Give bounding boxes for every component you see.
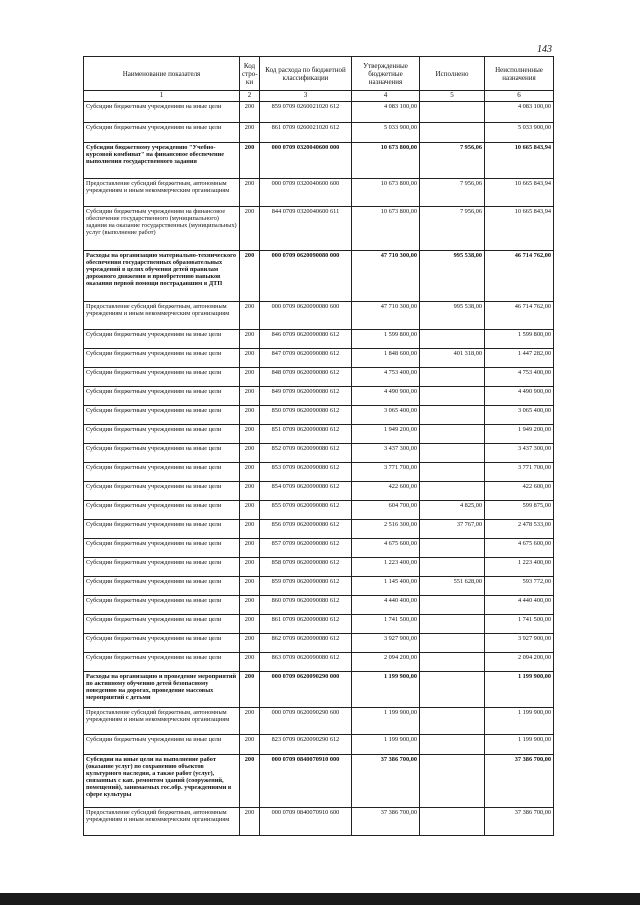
table-row	[84, 143, 554, 179]
row-line-code: 200	[240, 302, 260, 330]
table-row	[84, 520, 554, 539]
row-line-code: 200	[240, 539, 260, 558]
row-name: Предоставление субсидий бюджетным, автономным учреждениям и иным некоммерческим организациям	[84, 179, 240, 207]
row-line-code: 200	[240, 577, 260, 596]
row-budget-code: 855 0709 0620090080 612	[260, 501, 352, 520]
row-approved: 4 490 900,00	[352, 387, 420, 406]
row-budget-code: 846 0709 0620090080 612	[260, 330, 352, 349]
row-unexecuted: 1 199 900,00	[485, 672, 554, 708]
row-approved: 1 199 900,00	[352, 708, 420, 735]
row-budget-code: 856 0709 0620090080 612	[260, 520, 352, 539]
row-unexecuted: 1 949 200,00	[485, 425, 554, 444]
row-approved: 1 145 400,00	[352, 577, 420, 596]
row-executed	[420, 463, 485, 482]
row-unexecuted: 3 771 700,00	[485, 463, 554, 482]
row-budget-code: 000 0709 0320040600 000	[260, 143, 352, 179]
row-executed: 401 318,00	[420, 349, 485, 368]
row-unexecuted: 2 094 200,00	[485, 653, 554, 672]
row-unexecuted: 10 665 843,94	[485, 179, 554, 207]
table-row	[84, 808, 554, 836]
row-approved: 3 771 700,00	[352, 463, 420, 482]
row-approved: 3 065 400,00	[352, 406, 420, 425]
row-name: Субсидии бюджетным учреждениям на иные цели	[84, 735, 240, 755]
column-numbers-row	[84, 91, 554, 102]
row-unexecuted: 1 741 500,00	[485, 615, 554, 634]
row-unexecuted: 1 199 900,00	[485, 735, 554, 755]
row-budget-code: 000 0709 0620090290 600	[260, 708, 352, 735]
row-unexecuted: 4 440 400,00	[485, 596, 554, 615]
row-budget-code: 857 0709 0620090080 612	[260, 539, 352, 558]
row-budget-code: 858 0709 0620090080 612	[260, 558, 352, 577]
row-unexecuted: 10 665 843,94	[485, 143, 554, 179]
row-approved: 2 094 200,00	[352, 653, 420, 672]
row-name: Субсидии бюджетным учреждениям на иные цели	[84, 596, 240, 615]
row-unexecuted: 1 599 800,00	[485, 330, 554, 349]
row-executed	[420, 539, 485, 558]
row-executed	[420, 558, 485, 577]
budget-execution-table	[83, 56, 554, 836]
row-executed	[420, 672, 485, 708]
row-line-code: 200	[240, 425, 260, 444]
col-number: 2	[240, 91, 260, 102]
row-budget-code: 861 0709 0620090080 612	[260, 615, 352, 634]
row-name: Субсидии бюджетным учреждениям на иные цели	[84, 463, 240, 482]
table-row	[84, 179, 554, 207]
row-executed	[420, 387, 485, 406]
row-name: Расходы на организацию материально-технического обеспечения государственных образовательных учреждений в целях обучения детей правилам дорожного движения и приобретению навыков оказания первой помощи пострадавшим в ДТП	[84, 251, 240, 302]
row-unexecuted: 10 665 843,94	[485, 207, 554, 251]
table-row	[84, 207, 554, 251]
row-approved: 47 710 300,00	[352, 302, 420, 330]
table-row	[84, 463, 554, 482]
row-unexecuted: 1 199 900,00	[485, 708, 554, 735]
row-executed	[420, 808, 485, 836]
row-executed: 7 956,06	[420, 179, 485, 207]
row-executed: 4 825,00	[420, 501, 485, 520]
table-row	[84, 596, 554, 615]
row-line-code: 200	[240, 387, 260, 406]
row-budget-code: 823 0709 0620090290 612	[260, 735, 352, 755]
row-executed: 995 538,00	[420, 251, 485, 302]
row-approved: 10 673 800,00	[352, 143, 420, 179]
row-unexecuted: 599 875,00	[485, 501, 554, 520]
row-line-code: 200	[240, 123, 260, 143]
row-budget-code: 853 0709 0620090080 612	[260, 463, 352, 482]
row-budget-code: 847 0709 0620090080 612	[260, 349, 352, 368]
row-executed	[420, 444, 485, 463]
col-number: 1	[84, 91, 240, 102]
row-name: Субсидии бюджетным учреждениям на иные цели	[84, 558, 240, 577]
row-line-code: 200	[240, 615, 260, 634]
row-name: Предоставление субсидий бюджетным, автономным учреждениям и иным некоммерческим организациям	[84, 708, 240, 735]
header-row	[84, 57, 554, 91]
table-row	[84, 735, 554, 755]
row-name: Субсидии бюджетным учреждениям на иные цели	[84, 444, 240, 463]
row-budget-code: 000 0709 0840070910 000	[260, 755, 352, 808]
row-executed: 551 628,00	[420, 577, 485, 596]
row-approved: 47 710 300,00	[352, 251, 420, 302]
row-line-code: 200	[240, 444, 260, 463]
col-number: 3	[260, 91, 352, 102]
row-line-code: 200	[240, 520, 260, 539]
table-row	[84, 123, 554, 143]
row-name: Расходы на организацию и проведение мероприятий по активному обучению детей безопасному поведению на дорогах, проведение массовых мероприятий с детьми	[84, 672, 240, 708]
row-budget-code: 000 0709 0320040600 600	[260, 179, 352, 207]
row-budget-code: 860 0709 0620090080 612	[260, 596, 352, 615]
row-unexecuted: 1 447 282,00	[485, 349, 554, 368]
row-line-code: 200	[240, 463, 260, 482]
row-name: Субсидии бюджетным учреждениям на иные цели	[84, 330, 240, 349]
row-unexecuted: 4 675 600,00	[485, 539, 554, 558]
row-executed	[420, 755, 485, 808]
row-line-code: 200	[240, 330, 260, 349]
row-approved: 604 700,00	[352, 501, 420, 520]
table-row	[84, 672, 554, 708]
row-approved: 10 673 800,00	[352, 207, 420, 251]
col-number: 5	[420, 91, 485, 102]
row-approved: 422 600,00	[352, 482, 420, 501]
col-number: 6	[485, 91, 554, 102]
row-approved: 3 927 900,00	[352, 634, 420, 653]
row-budget-code: 859 0709 0620090080 612	[260, 577, 352, 596]
row-executed	[420, 735, 485, 755]
row-line-code: 200	[240, 207, 260, 251]
row-budget-code: 849 0709 0620090080 612	[260, 387, 352, 406]
table-row	[84, 482, 554, 501]
row-name: Предоставление субсидий бюджетным, автономным учреждениям и иным некоммерческим организациям	[84, 808, 240, 836]
row-approved: 37 386 700,00	[352, 755, 420, 808]
row-line-code: 200	[240, 251, 260, 302]
row-name: Субсидии бюджетным учреждениям на иные цели	[84, 501, 240, 520]
row-line-code: 200	[240, 368, 260, 387]
row-budget-code: 854 0709 0620090080 612	[260, 482, 352, 501]
row-budget-code: 859 0709 0260021020 612	[260, 102, 352, 123]
row-line-code: 200	[240, 501, 260, 520]
row-budget-code: 000 0709 0620090290 000	[260, 672, 352, 708]
row-name: Субсидии на иные цели на выполнение работ (оказание услуг) по сохранению объектов культурного наследия, а также работ (услуг), связанных с кап. ремонтом зданий (сооружений, помещений), занимаемых гос.обр. учреждениями в сфере культуры	[84, 755, 240, 808]
row-budget-code: 000 0709 0620090080 600	[260, 302, 352, 330]
table-row	[84, 615, 554, 634]
header-unexecuted: Неисполненные назначения	[485, 57, 554, 91]
table-row	[84, 368, 554, 387]
row-name: Субсидии бюджетным учреждениям на иные цели	[84, 102, 240, 123]
row-line-code: 200	[240, 482, 260, 501]
row-executed	[420, 615, 485, 634]
row-unexecuted: 4 083 100,00	[485, 102, 554, 123]
row-approved: 4 083 100,00	[352, 102, 420, 123]
row-executed	[420, 406, 485, 425]
header-budget-code: Код расхода по бюджетной классификации	[260, 57, 352, 91]
row-unexecuted: 2 478 533,00	[485, 520, 554, 539]
row-name: Субсидии бюджетным учреждениям на иные цели	[84, 406, 240, 425]
row-line-code: 200	[240, 672, 260, 708]
row-budget-code: 000 0709 0840070910 600	[260, 808, 352, 836]
row-line-code: 200	[240, 406, 260, 425]
row-executed: 7 956,06	[420, 143, 485, 179]
row-name: Субсидии бюджетным учреждениям на финансовое обеспечение государственного (муниципального) задания на оказание государственных (муниципальных) услуг (выполнение работ)	[84, 207, 240, 251]
row-executed	[420, 123, 485, 143]
row-executed	[420, 330, 485, 349]
table-row	[84, 102, 554, 123]
table-row	[84, 406, 554, 425]
row-unexecuted: 37 386 700,00	[485, 755, 554, 808]
row-approved: 1 199 900,00	[352, 735, 420, 755]
row-unexecuted: 4 490 900,00	[485, 387, 554, 406]
row-line-code: 200	[240, 596, 260, 615]
row-approved: 37 386 700,00	[352, 808, 420, 836]
header-executed: Исполнено	[420, 57, 485, 91]
row-unexecuted: 593 772,00	[485, 577, 554, 596]
row-unexecuted: 3 437 300,00	[485, 444, 554, 463]
row-line-code: 200	[240, 102, 260, 123]
row-unexecuted: 1 223 400,00	[485, 558, 554, 577]
row-executed	[420, 425, 485, 444]
row-budget-code: 852 0709 0620090080 612	[260, 444, 352, 463]
table-row	[84, 558, 554, 577]
row-name: Субсидии бюджетным учреждениям на иные цели	[84, 368, 240, 387]
table-row	[84, 501, 554, 520]
row-approved: 4 440 400,00	[352, 596, 420, 615]
table-row	[84, 349, 554, 368]
row-executed	[420, 368, 485, 387]
row-line-code: 200	[240, 143, 260, 179]
header-indicator-name: Наименование показателя	[84, 57, 240, 91]
row-budget-code: 862 0709 0620090080 612	[260, 634, 352, 653]
row-executed	[420, 482, 485, 501]
row-executed	[420, 653, 485, 672]
row-line-code: 200	[240, 735, 260, 755]
table-row	[84, 708, 554, 735]
table-row	[84, 653, 554, 672]
row-executed	[420, 708, 485, 735]
row-unexecuted: 37 386 700,00	[485, 808, 554, 836]
table-body	[84, 102, 554, 836]
table-row	[84, 444, 554, 463]
row-name: Субсидии бюджетным учреждениям на иные цели	[84, 123, 240, 143]
row-executed	[420, 596, 485, 615]
row-name: Субсидии бюджетным учреждениям на иные цели	[84, 615, 240, 634]
row-name: Субсидии бюджетным учреждениям на иные цели	[84, 653, 240, 672]
row-name: Субсидии бюджетным учреждениям на иные цели	[84, 482, 240, 501]
row-unexecuted: 5 033 900,00	[485, 123, 554, 143]
table-row	[84, 425, 554, 444]
row-budget-code: 863 0709 0620090080 612	[260, 653, 352, 672]
table-row	[84, 302, 554, 330]
table-row	[84, 577, 554, 596]
row-approved: 1 599 800,00	[352, 330, 420, 349]
row-approved: 2 516 300,00	[352, 520, 420, 539]
row-approved: 1 949 200,00	[352, 425, 420, 444]
table-row	[84, 251, 554, 302]
row-budget-code: 844 0709 0320040600 611	[260, 207, 352, 251]
row-name: Субсидии бюджетным учреждениям на иные цели	[84, 577, 240, 596]
row-executed: 37 767,00	[420, 520, 485, 539]
row-line-code: 200	[240, 755, 260, 808]
row-budget-code: 850 0709 0620090080 612	[260, 406, 352, 425]
header-approved: Утвержденные бюджетные назначения	[352, 57, 420, 91]
row-approved: 10 673 800,00	[352, 179, 420, 207]
row-executed: 995 538,00	[420, 302, 485, 330]
row-approved: 3 437 300,00	[352, 444, 420, 463]
row-approved: 5 033 900,00	[352, 123, 420, 143]
row-budget-code: 861 0709 0260021020 612	[260, 123, 352, 143]
row-executed	[420, 634, 485, 653]
row-budget-code: 851 0709 0620090080 612	[260, 425, 352, 444]
header-line-code: Код стро-ки	[240, 57, 260, 91]
table-row	[84, 539, 554, 558]
row-approved: 1 199 900,00	[352, 672, 420, 708]
row-line-code: 200	[240, 634, 260, 653]
row-line-code: 200	[240, 179, 260, 207]
row-budget-code: 000 0709 0620090080 000	[260, 251, 352, 302]
row-line-code: 200	[240, 349, 260, 368]
row-line-code: 200	[240, 558, 260, 577]
row-name: Субсидии бюджетным учреждениям на иные цели	[84, 520, 240, 539]
row-line-code: 200	[240, 653, 260, 672]
col-number: 4	[352, 91, 420, 102]
row-name: Субсидии бюджетным учреждениям на иные цели	[84, 634, 240, 653]
row-approved: 1 741 500,00	[352, 615, 420, 634]
row-unexecuted: 422 600,00	[485, 482, 554, 501]
row-unexecuted: 46 714 762,00	[485, 251, 554, 302]
row-unexecuted: 3 927 900,00	[485, 634, 554, 653]
row-approved: 1 223 400,00	[352, 558, 420, 577]
row-unexecuted: 3 065 400,00	[485, 406, 554, 425]
table-row	[84, 330, 554, 349]
table-row	[84, 387, 554, 406]
row-budget-code: 848 0709 0620090080 612	[260, 368, 352, 387]
scan-bottom-edge	[0, 893, 640, 905]
row-unexecuted: 46 714 762,00	[485, 302, 554, 330]
row-name: Субсидии бюджетным учреждениям на иные цели	[84, 425, 240, 444]
row-approved: 4 675 600,00	[352, 539, 420, 558]
row-name: Субсидии бюджетным учреждениям на иные цели	[84, 387, 240, 406]
table-row	[84, 755, 554, 808]
page-number: 143	[537, 44, 552, 55]
row-executed	[420, 102, 485, 123]
row-name: Субсидии бюджетным учреждениям на иные цели	[84, 539, 240, 558]
row-unexecuted: 4 753 400,00	[485, 368, 554, 387]
row-name: Субсидии бюджетному учреждению "Учебно-курсовой комбинат" на финансовое обеспечение выполнения государственного задания	[84, 143, 240, 179]
row-name: Субсидии бюджетным учреждениям на иные цели	[84, 349, 240, 368]
row-approved: 4 753 400,00	[352, 368, 420, 387]
row-line-code: 200	[240, 808, 260, 836]
row-executed: 7 956,06	[420, 207, 485, 251]
table-row	[84, 634, 554, 653]
row-approved: 1 848 600,00	[352, 349, 420, 368]
row-line-code: 200	[240, 708, 260, 735]
row-name: Предоставление субсидий бюджетным, автономным учреждениям и иным некоммерческим организациям	[84, 302, 240, 330]
